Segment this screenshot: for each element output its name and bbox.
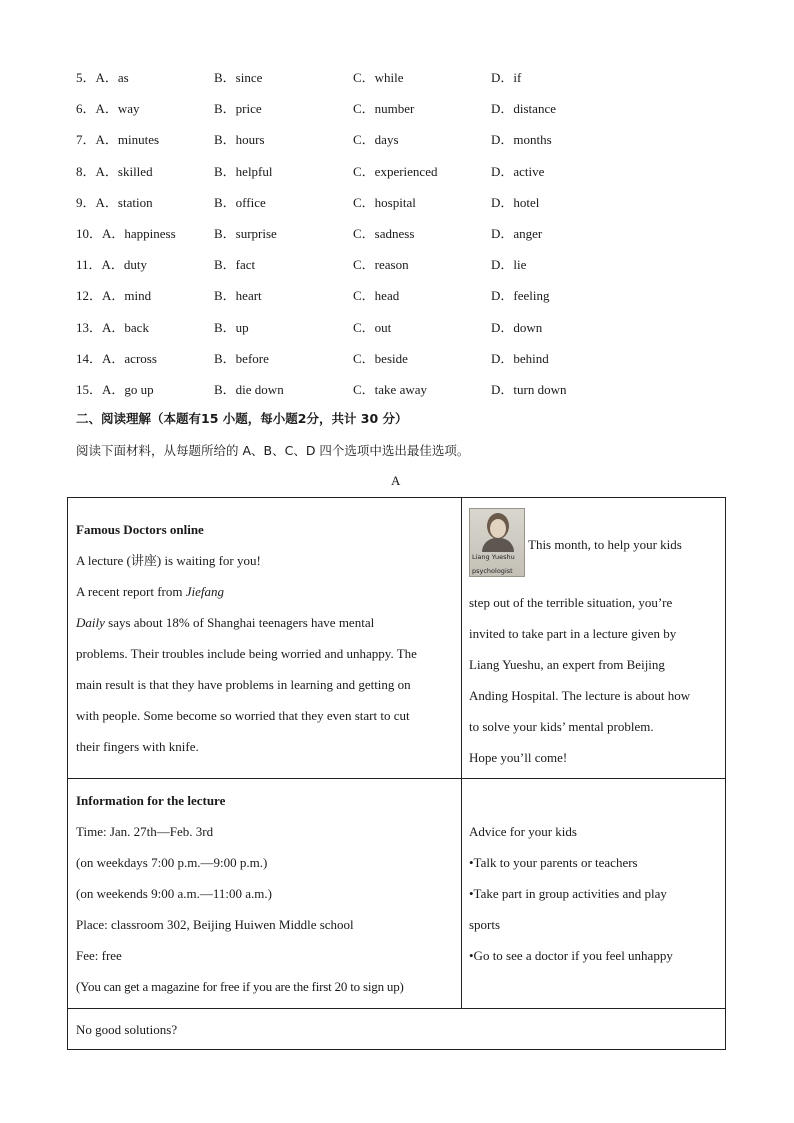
option-text: D．turn down [491,382,567,397]
question-row [0,192,794,212]
option-text: D．anger [491,226,543,241]
option-text: A．across [102,350,157,366]
option-c [353,223,414,242]
option-text: B．helpful [214,163,273,179]
psychologist-photo [469,508,525,577]
option-text: A．station [95,194,153,210]
photo-body [482,538,514,552]
option-c [353,98,414,117]
option-text: C．beside [353,350,408,366]
option-c [353,67,404,86]
option-text: A．minutes [95,132,160,148]
option-c [353,129,399,148]
option-b [214,129,265,148]
question-row [0,348,794,368]
cell-no-solutions: No good solutions? [76,1022,178,1037]
question-row [0,285,794,305]
option-text: C．days [353,132,399,148]
option-d [491,379,566,398]
cell3-line: (You can get a magazine for free if you are the first 20 to sign up) [76,979,404,994]
option-text: A．happiness [102,226,176,241]
table-divider-vertical [461,497,462,1009]
cell4-line: Advice for your kids [469,824,577,839]
option-a [76,317,149,336]
option-text: C．reason [353,257,409,273]
option-text: B．price [214,101,262,117]
cell1-line: with people. Some become so worried that they even start to cut [76,708,410,723]
photo-caption-title: psychologist [472,567,513,575]
option-text: B．up [214,319,249,335]
option-text: B．since [214,70,263,85]
question-number: 9． [76,194,96,210]
question-row [0,67,794,87]
question-row [0,98,794,118]
passage-letter: A [391,473,401,488]
option-text: A．duty [101,257,148,273]
cell1-title: Famous Doctors online [76,522,204,537]
cell2-line: Hope you’ll come! [469,750,568,765]
cell3-title: Information for the lecture [76,793,226,808]
question-number: 11． [76,257,102,273]
cell1-text: says about 18% of Shanghai teenagers have mental [104,615,375,630]
question-number: 14． [76,350,103,366]
option-c [353,192,416,211]
option-a [76,379,154,398]
option-text: D．down [491,319,543,335]
option-text: C．take away [353,382,428,397]
option-a [76,223,176,242]
option-text: B．before [214,350,269,366]
option-text: D．lie [491,257,527,273]
cell2-line: to solve your kids’ mental problem. [469,719,654,734]
cell2-first-line: This month, to help your kids [528,537,682,552]
cell3-line: (on weekends 9:00 a.m.—11:00 a.m.) [76,886,272,901]
cell3-line: (on weekdays 7:00 p.m.—9:00 p.m.) [76,855,268,870]
option-a [76,348,157,367]
question-row [0,161,794,181]
option-d [491,254,526,273]
cell-advice [469,816,724,971]
cell3-line: Time: Jan. 27th—Feb. 3rd [76,824,214,839]
question-number: 6． [76,101,96,117]
cell-famous-doctors [76,514,456,762]
option-a [76,98,140,117]
option-text: A．as [95,70,129,85]
option-text: B．office [214,194,266,210]
cell1-source-italic: Jiefang [185,584,224,599]
option-text: C．sadness [353,226,415,241]
option-text: A．way [95,101,140,117]
option-d [491,129,552,148]
question-number: 13． [76,319,103,335]
option-b [214,192,266,211]
option-c [353,348,408,367]
option-b [214,348,269,367]
option-b [214,317,249,336]
question-row [0,254,794,274]
cell-lecture-info [76,785,460,1002]
option-text: C．experienced [353,163,438,179]
option-text: B．fact [214,257,256,273]
cell1-source-italic: Daily [76,615,105,630]
question-number: 10． [76,226,103,241]
option-b [214,161,273,180]
cell4-line: •Talk to your parents or teachers [469,855,638,870]
option-a [76,254,147,273]
option-b [214,285,262,304]
cell1-line: main result is that they have problems in learning and getting on [76,677,411,692]
option-text: D．months [491,132,552,148]
table-divider-row1 [67,778,726,779]
photo-face [490,519,506,538]
option-d [491,98,556,117]
question-number: 5． [76,70,96,85]
option-d [491,317,542,336]
option-text: B．heart [214,288,262,304]
option-a [76,129,159,148]
option-d [491,285,549,304]
cell2-line: invited to take part in a lecture given by [469,626,677,641]
option-a [76,192,153,211]
cell2-line: step out of the terrible situation, you’re [469,595,673,610]
cell1-line [76,607,456,638]
option-text: A．skilled [95,163,153,179]
option-b [214,67,262,86]
option-b [214,223,277,242]
option-b [214,254,255,273]
option-text: C．number [353,101,415,117]
cell1-line: A lecture (讲座) is waiting for you! [76,553,261,568]
option-text: D．hotel [491,194,540,210]
option-text: D．if [491,70,522,85]
question-number: 15． [76,382,103,397]
question-row [0,129,794,149]
question-number: 7． [76,132,96,148]
option-text: A．back [102,319,149,335]
option-text: D．behind [491,350,549,366]
question-row [0,223,794,243]
option-text: A．mind [102,288,152,304]
cell1-line [76,576,456,607]
cell4-line: sports [469,917,501,932]
option-d [491,348,549,367]
option-text: B．hours [214,132,265,148]
cell4-line: •Go to see a doctor if you feel unhappy [469,948,673,963]
option-d [491,192,539,211]
section-title: 二、阅读理解（本题有15 小题，每小题2分，共计 30 分） [76,411,408,426]
option-c [353,161,437,180]
option-text: C．out [353,319,392,335]
question-row [0,379,794,399]
question-row [0,317,794,337]
option-text: D．feeling [491,288,550,304]
cell-lecture-invite [469,587,724,773]
cell1-text: A recent report from [76,584,186,599]
cell2-line: Anding Hospital. The lecture is about how [469,688,691,703]
cell3-line: Fee: free [76,948,122,963]
option-text: B．surprise [214,226,277,241]
option-a [76,161,153,180]
option-d [491,67,521,86]
cell4-line: •Take part in group activities and play [469,886,667,901]
option-text: C．head [353,288,400,304]
option-d [491,223,542,242]
option-b [214,98,262,117]
cell1-line: problems. Their troubles include being worried and unhappy. The [76,646,417,661]
option-a [76,67,129,86]
option-b [214,379,284,398]
option-d [491,161,544,180]
option-c [353,254,409,273]
option-a [76,285,151,304]
option-text: D．active [491,163,545,179]
cell1-line: their fingers with knife. [76,739,199,754]
option-text: C．hospital [353,194,416,210]
option-c [353,317,391,336]
option-text: C．while [353,70,404,85]
option-c [353,285,399,304]
cell3-line: Place: classroom 302, Beijing Huiwen Middle school [76,917,354,932]
option-text: A．go up [102,382,154,397]
question-number: 8． [76,163,96,179]
section-instruction: 阅读下面材料，从每题所给的 A、B、C、D 四个选项中选出最佳选项。 [76,443,470,458]
option-text: D．distance [491,101,556,117]
question-number: 12． [76,288,103,304]
photo-caption-name: Liang Yueshu [472,553,515,561]
cell2-line: Liang Yueshu, an expert from Beijing [469,657,665,672]
option-c [353,379,427,398]
option-text: B．die down [214,382,284,397]
table-divider-row2 [67,1008,726,1009]
